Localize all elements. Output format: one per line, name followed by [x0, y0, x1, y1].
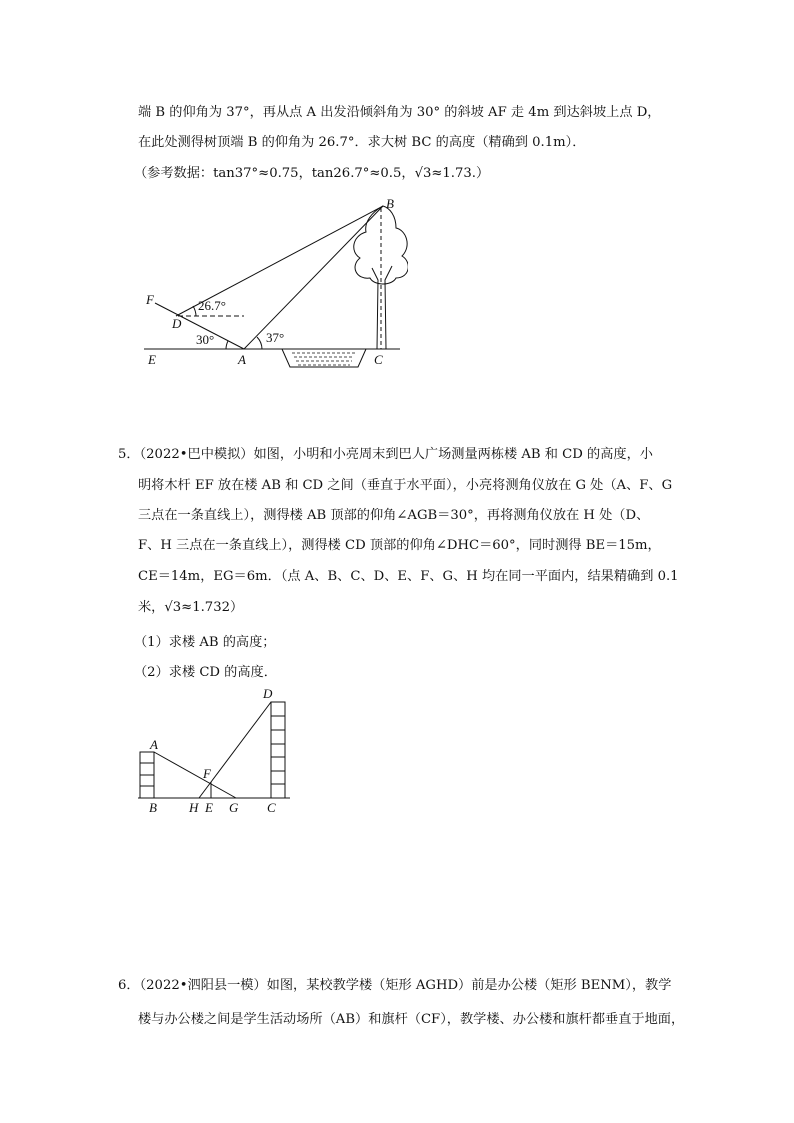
p5-question-1: （1）求楼 AB 的高度； [134, 635, 276, 650]
p4-pond-water [292, 353, 356, 365]
p6-line-1: 6．（2022•泗阳县一模）如图，某校教学楼（矩形 AGHD）前是办公楼（矩形 BENM），教学 [118, 978, 672, 993]
p5-line-4: F、H 三点在一条直线上），测得楼 CD 顶部的仰角∠DHC＝60°，同时测得 BE＝15m， [138, 538, 661, 553]
p5-label-g: G [229, 800, 239, 815]
p5-sightline-hd [199, 702, 271, 798]
p4-figure-tree-slope [138, 194, 408, 372]
p4-angle-label-30: 30° [196, 332, 215, 347]
p4-pond [282, 349, 366, 367]
p5-label-e: E [205, 800, 213, 815]
p4-angle-label-26-7: 26.7° [198, 298, 226, 313]
p4-angle-arc-d [193, 306, 196, 316]
p5-label-h: H [189, 800, 199, 815]
p5-label-f: F [203, 766, 211, 781]
p5-line-6: 米，√3≈1.732） [138, 600, 244, 615]
p5-line-1: 5．（2022•巴中模拟）如图，小明和小亮周末到巴人广场测量两栋楼 AB 和 CD 的高度，小 [118, 447, 653, 462]
p5-line-5: CE＝14m，EG＝6m．（点 A、B、C、D、E、F、G、H 均在同一平面内，结果精确到 0.1 [138, 569, 679, 584]
p5-question-2: （2）求楼 CD 的高度． [134, 665, 277, 680]
p4-line-2: 在此处测得树顶端 B 的仰角为 26.7°．求大树 BC 的高度（精确到 0.1m）． [138, 135, 586, 150]
p4-label-c: C [374, 352, 383, 367]
p4-angle-arc-a-left [226, 341, 228, 349]
p5-line-2: 明将木杆 EF 放在楼 AB 和 CD 之间（垂直于水平面），小亮将测角仪放在 G 处（A、F、G [138, 478, 673, 493]
p5-line-3: 三点在一条直线上），测得楼 AB 顶部的仰角∠AGB＝30°，再将测角仪放在 H 处（D、 [138, 508, 650, 523]
p5-label-d: D [263, 686, 273, 701]
p4-angle-arc-a-right [257, 337, 262, 349]
p5-figure-buildings [136, 684, 296, 818]
tree-trunk-icon [372, 266, 392, 349]
p4-label-e: E [148, 352, 156, 367]
p4-label-d: D [172, 316, 182, 331]
p5-sightline-ag [154, 752, 236, 798]
p4-label-a: A [238, 352, 246, 367]
p4-angle-label-37: 37° [266, 330, 285, 345]
p4-reference-data: （参考数据：tan37°≈0.75，tan26.7°≈0.5，√3≈1.73.） [134, 166, 490, 181]
p4-label-f: F [146, 292, 154, 307]
p5-label-b: B [149, 800, 157, 815]
p4-line-1: 端 B 的仰角为 37°，再从点 A 出发沿倾斜角为 30° 的斜坡 AF 走 4m 到达斜坡上点 D， [138, 105, 661, 120]
p5-label-a: A [150, 737, 158, 752]
p4-label-b: B [386, 196, 394, 211]
p6-line-2: 楼与办公楼之间是学生活动场所（AB）和旗杆（CF），教学楼、办公楼和旗杆都垂直于地面， [138, 1012, 685, 1027]
p5-label-c: C [267, 800, 276, 815]
